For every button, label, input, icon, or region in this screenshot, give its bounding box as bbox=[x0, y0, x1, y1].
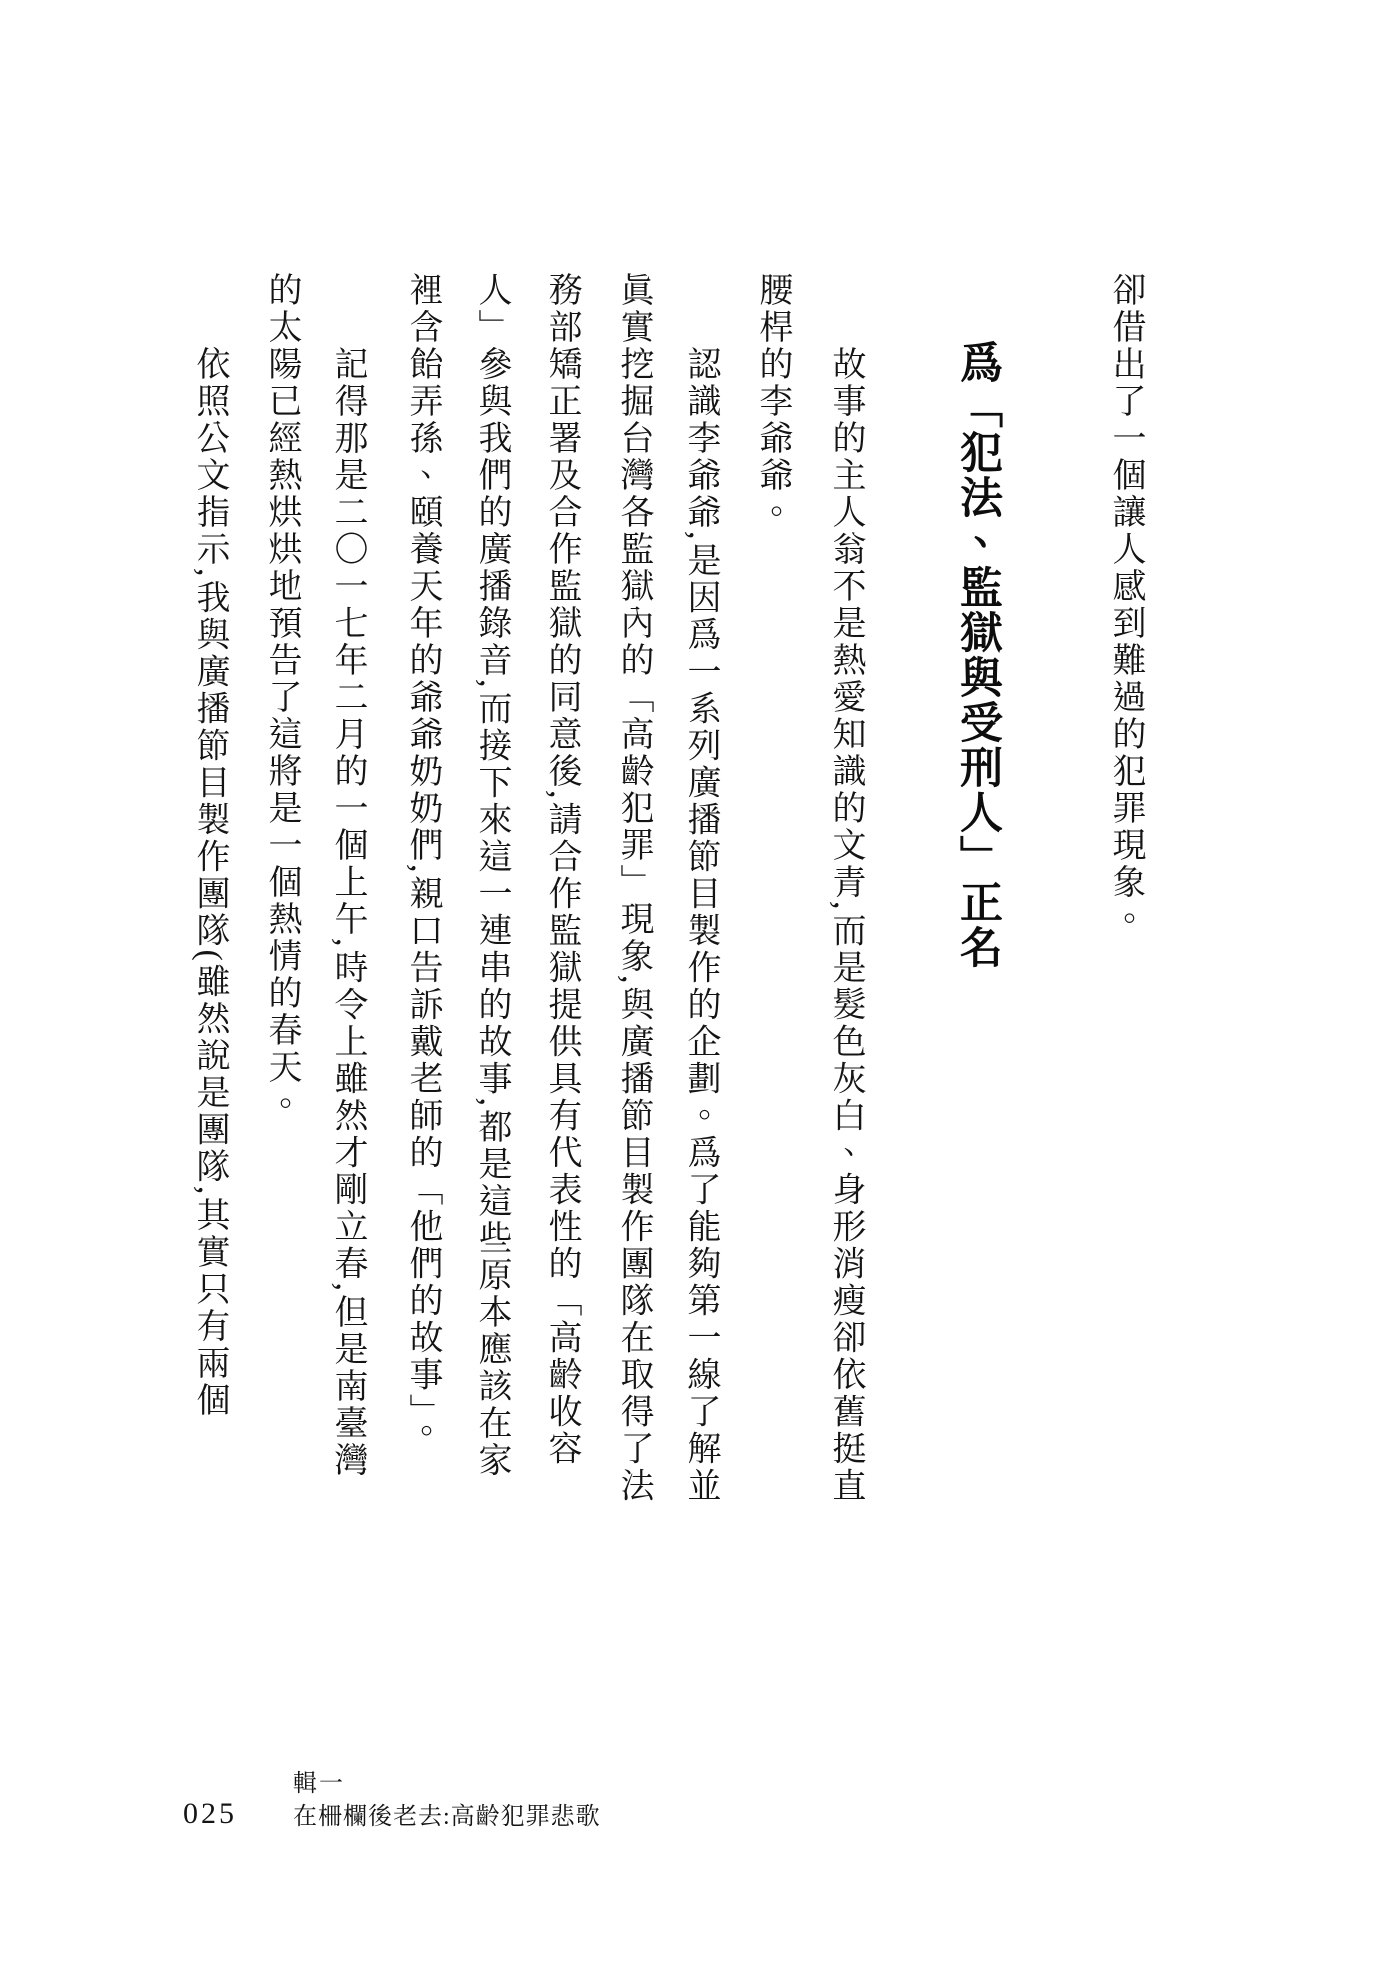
volume-label: 輯一 bbox=[293, 1771, 345, 1797]
page-number: 025 bbox=[183, 1797, 237, 1830]
text-column: 腰桿的李爺爺。 bbox=[754, 272, 791, 531]
text-column: 記得那是二〇一七年二月的一個上午,時令上雖然才剛立春,但是南臺灣 bbox=[329, 346, 366, 1479]
text-column: 眞實挖掘台灣各監獄內的「高齡犯罪」現象,與廣播節目製作團隊在取得了法 bbox=[615, 272, 652, 1505]
text-column: 務部矯正署及合作監獄的同意後,請合作監獄提供具有代表性的「高齡收容 bbox=[543, 272, 580, 1468]
section-title: 爲「犯法、監獄與受刑人」正名 bbox=[954, 340, 1001, 970]
text-column: 人」參與我們的廣播錄音,而接下來這一連串的故事,都是這些原本應該在家 bbox=[473, 272, 510, 1479]
text-column: 依照公文指示,我與廣播節目製作團隊(雖然說是團隊,其實只有兩個 bbox=[191, 346, 228, 1420]
chapter-title: 在柵欄後老去:高齡犯罪悲歌 bbox=[293, 1804, 601, 1830]
text-column: 的太陽已經熱烘烘地預告了這將是一個熱情的春天。 bbox=[263, 272, 300, 1123]
text-column: 認識李爺爺,是因爲一系列廣播節目製作的企劃。爲了能夠第一線了解並 bbox=[682, 346, 719, 1505]
text-column-opening: 卻借出了一個讓人感到難過的犯罪現象。 bbox=[1107, 272, 1144, 938]
text-column: 裡含飴弄孫、頤養天年的爺爺奶奶們,親口告訴戴老師的「他們的故事」。 bbox=[404, 272, 441, 1451]
text-column: 故事的主人翁不是熱愛知識的文青,而是髮色灰白、身形消瘦卻依舊挺直 bbox=[827, 346, 864, 1505]
